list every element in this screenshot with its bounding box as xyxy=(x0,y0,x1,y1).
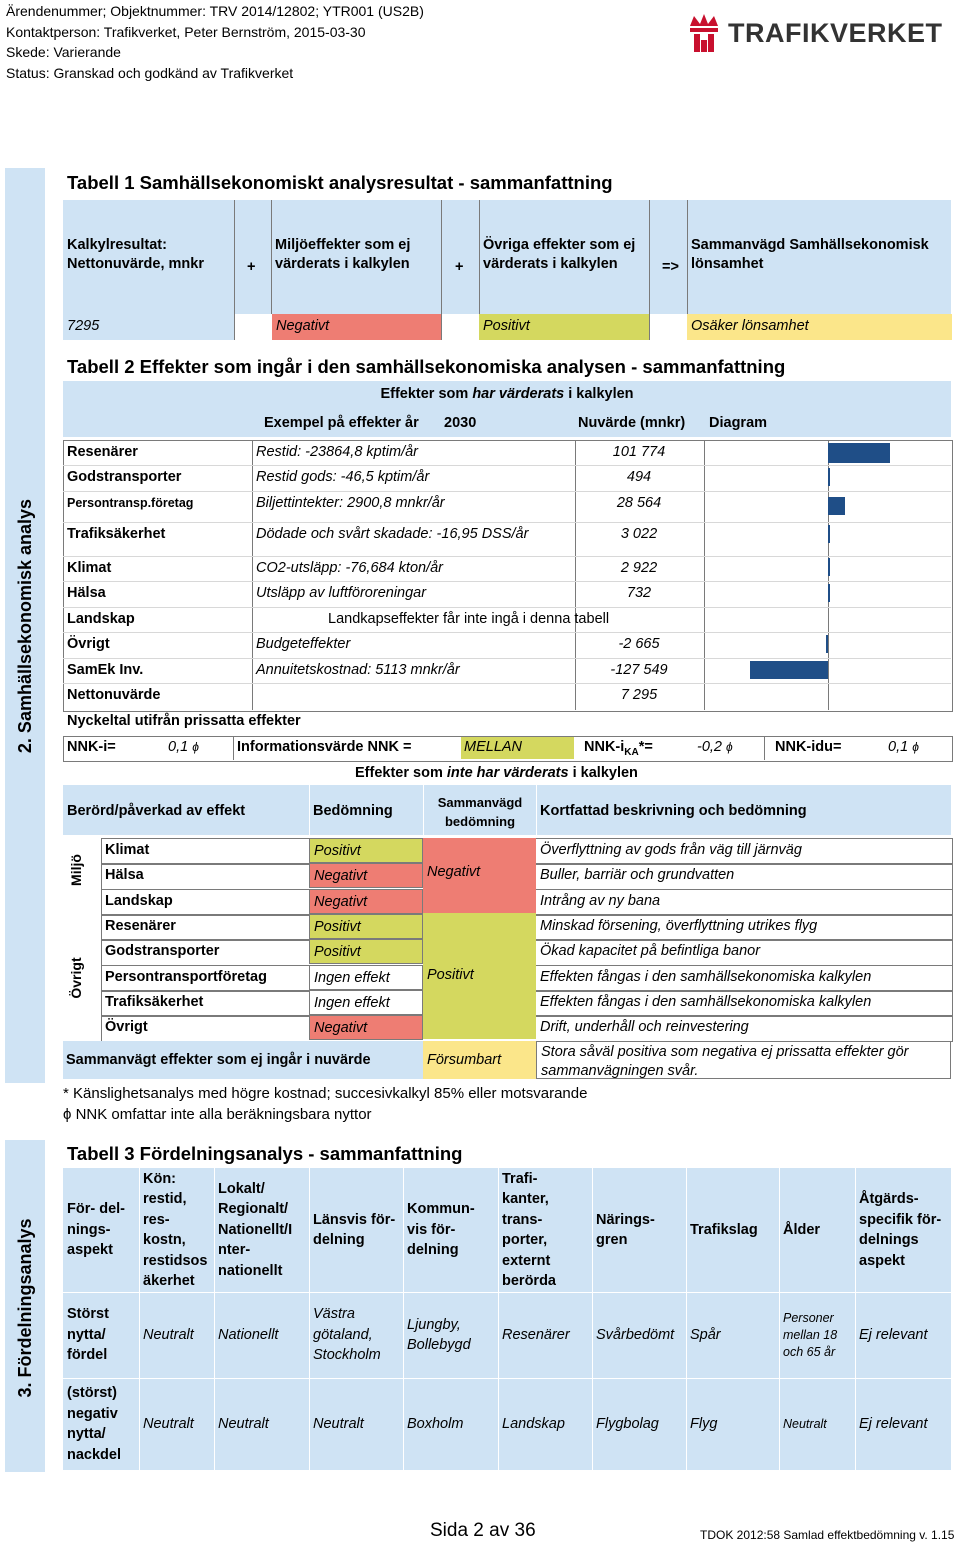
npv-diagram xyxy=(705,440,950,685)
weighted-ovrigt: Positivt xyxy=(423,913,536,1039)
npv-bar-3 xyxy=(828,525,830,543)
summary-description: Stora såväl positiva som negativa ej prissatta effekter gör sammanvägningen svår. xyxy=(536,1041,951,1079)
effect-value-5: 732 xyxy=(626,585,652,601)
nv-description-6: Effekten fångas i den samhällsekonomiska kalkylen xyxy=(540,994,872,1010)
npv-bar-1 xyxy=(828,468,830,486)
effect-label-4: Klimat xyxy=(67,560,112,576)
effect-value-4: 2 922 xyxy=(620,560,658,576)
effect-example-2: Biljettintekter: 2900,8 mnkr/år xyxy=(256,495,445,511)
nv-label-3: Resenärer xyxy=(105,918,176,934)
effect-value-1: 494 xyxy=(626,469,652,485)
t3-cell-r2-c7: Spår xyxy=(690,1326,721,1343)
nnk-ika-value: -0,2 ϕ xyxy=(697,739,733,755)
nnk-ika-label: NNK-$i_{KA}*=$ xyxy=(584,739,653,758)
not-valued-header: Effekter som inte har värderats i kalkylen xyxy=(355,765,638,781)
t3-cell-r1-c5: Trafi- kanter, trans- porter, externt berörda xyxy=(502,1170,556,1289)
t3-vline-2 xyxy=(309,1168,310,1470)
npv-bar-7 xyxy=(826,635,828,653)
t3-cell-r2-c5: Resenärer xyxy=(502,1326,570,1343)
nv-description-7: Drift, underhåll och reinvestering xyxy=(540,1019,749,1035)
group-miljo: Miljö xyxy=(68,854,84,886)
effect-label-2: Persontransp.företag xyxy=(67,496,194,510)
nv-assessment-1: Negativt xyxy=(309,863,423,888)
t3-cell-r3-c0: (störst) negativ nytta/ nackdel xyxy=(67,1385,121,1463)
nv-assessment-6: Ingen effekt xyxy=(309,990,423,1015)
table1-plus-1: + xyxy=(247,259,256,275)
effect-label-8: SamEk Inv. xyxy=(67,662,144,678)
t3-vline-3 xyxy=(403,1168,404,1470)
t3-cell-r2-c0: Störst nytta/ fördel xyxy=(67,1306,109,1364)
effect-example-6: Landkapseffekter får inte ingå i denna tabell xyxy=(328,611,610,627)
table1-title: Tabell 1 Samhällsekonomiskt analysresultat - sammanfattning xyxy=(67,172,613,193)
section-3-label: 3. Fördelningsanalys xyxy=(15,1218,35,1398)
stage-line: Skede: Varierande xyxy=(6,44,121,60)
t3-cell-r2-c3: Västra götaland, Stockholm xyxy=(313,1306,381,1364)
document-metadata xyxy=(6,1,424,83)
table2-valued-header xyxy=(63,381,951,409)
weighted-miljo: Negativt xyxy=(423,838,536,913)
t3-cell-r3-c9: Ej relevant xyxy=(859,1415,928,1432)
effect-label-0: Resenärer xyxy=(67,444,138,460)
document-reference: TDOK 2012:58 Samlad effektbedömning v. 1.15 xyxy=(700,1528,955,1542)
t3-cell-r3-c8: Neutralt xyxy=(783,1416,827,1431)
nv-description-1: Buller, barriär och grundvatten xyxy=(540,867,735,883)
t3-cell-r2-c6: Svårbedömt xyxy=(596,1326,675,1343)
nv-label-4: Godstransporter xyxy=(105,943,220,959)
t3-vline-5 xyxy=(592,1168,593,1470)
group-ovrigt: Övrigt xyxy=(68,957,84,999)
nv-description-2: Intrång av ny bana xyxy=(540,893,661,909)
npv-bar-4 xyxy=(828,558,830,576)
t3-cell-r1-c2: Lokalt/ Regionalt/ Nationellt/I nter- nationellt xyxy=(218,1180,293,1279)
nv-label-1: Hälsa xyxy=(105,867,144,883)
table1-profitability-value: Osäker lönsamhet xyxy=(687,314,952,340)
valued-header-pre: Effekter som xyxy=(380,386,473,402)
table1-env-value: Negativt xyxy=(272,314,441,340)
effect-label-5: Hälsa xyxy=(67,585,106,601)
t3-cell-r2-c8: Personer mellan 18 och 65 år xyxy=(783,1310,838,1359)
effect-label-3: Trafiksäkerhet xyxy=(67,526,166,542)
effect-example-1: Restid gods: -46,5 kptim/år xyxy=(256,469,430,485)
table1-npv-value: 7295 xyxy=(63,314,234,340)
valued-header-em: har värderats xyxy=(472,386,565,402)
nv-label-2: Landskap xyxy=(105,893,173,909)
nv-assessment-0: Positivt xyxy=(309,838,423,863)
nv-assessment-5: Ingen effekt xyxy=(309,965,423,990)
valued-header-post: i kalkylen xyxy=(564,386,634,402)
col-year-header: 2030 xyxy=(444,415,477,431)
effect-example-0: Restid: -23864,8 kptim/år xyxy=(256,444,418,460)
sidebar-section-3 xyxy=(5,1140,45,1472)
t3-cell-r2-c9: Ej relevant xyxy=(859,1326,928,1343)
nv-label-7: Övrigt xyxy=(105,1019,148,1035)
contact-line: Kontaktperson: Trafikverket, Peter Bernström, 2015-03-30 xyxy=(6,23,366,40)
t3-cell-r2-c2: Nationellt xyxy=(218,1326,279,1343)
distribution-table xyxy=(63,1168,951,1470)
t3-cell-r1-c3: Länsvis för- delning xyxy=(313,1211,396,1248)
summary-value: Försumbart xyxy=(423,1041,536,1079)
info-value: MELLAN xyxy=(461,737,574,759)
col-assessment: Bedömning xyxy=(313,803,393,819)
logo-wordmark: TRAFIKVERKET xyxy=(728,18,943,48)
effect-value-2: 28 564 xyxy=(616,495,662,511)
effect-example-7: Budgeteffekter xyxy=(256,636,351,652)
npv-bar-0 xyxy=(828,443,890,463)
col-affected: Berörd/påverkad av effekt xyxy=(67,803,246,819)
t3-cell-r1-c0: För- del- nings- aspekt xyxy=(67,1201,125,1259)
table3-title: Tabell 3 Fördelningsanalys - sammanfattning xyxy=(67,1143,463,1164)
t3-cell-r3-c7: Flyg xyxy=(690,1415,718,1432)
t3-vline-6 xyxy=(686,1168,687,1470)
nv-assessment-7: Negativt xyxy=(309,1015,423,1040)
effect-value-8: -127 549 xyxy=(610,662,668,678)
nnk-idu-label: NNK-idu= xyxy=(775,739,842,755)
t3-cell-r3-c5: Landskap xyxy=(502,1415,565,1432)
page-number: Sida 2 av 36 xyxy=(430,1520,536,1541)
table1-arrow: => xyxy=(662,259,679,275)
t3-vline-0 xyxy=(139,1168,140,1470)
footnote-sensitivity: * Känslighetsanalys med högre kostnad; succesivkalkyl 85% eller motsvarande xyxy=(63,1085,588,1102)
npv-bar-2 xyxy=(828,497,845,515)
nnk-i-value: 0,1 ϕ xyxy=(168,739,199,755)
effect-label-1: Godstransporter xyxy=(67,469,182,485)
table2-column-header-bg xyxy=(63,409,951,437)
nnk-idu-value: 0,1 ϕ xyxy=(888,739,919,755)
nv-assessment-3: Positivt xyxy=(309,914,423,939)
nv-description-5: Effekten fångas i den samhällsekonomiska kalkylen xyxy=(540,969,872,985)
effect-value-7: -2 665 xyxy=(618,636,660,652)
nv-label-6: Trafiksäkerhet xyxy=(105,994,204,1010)
nv-label-0: Klimat xyxy=(105,842,150,858)
info-label: Informationsvärde NNK = xyxy=(237,739,412,755)
t3-cell-r3-c3: Neutralt xyxy=(313,1415,364,1432)
table1-plus-2: + xyxy=(455,259,464,275)
col-example-header: Exempel på effekter år xyxy=(264,415,419,431)
table1-col-sammanvagd: Sammanvägd Samhällsekonomisk lönsamhet xyxy=(691,237,929,272)
t3-vline-7 xyxy=(779,1168,780,1470)
nyckeltal-title: Nyckeltal utifrån prissatta effekter xyxy=(67,713,301,729)
t3-cell-r1-c7: Trafikslag xyxy=(690,1221,758,1238)
nv-assessment-4: Positivt xyxy=(309,939,423,964)
col-diagram-header: Diagram xyxy=(709,415,768,431)
t3-vline-1 xyxy=(214,1168,215,1470)
crown-icon xyxy=(684,12,724,54)
effect-example-8: Annuitetskostnad: 5113 mnkr/år xyxy=(256,662,460,678)
table1-col-miljoeffekter: Miljöeffekter som ej värderats i kalkylen xyxy=(275,237,411,272)
t3-cell-r1-c6: Närings- gren xyxy=(596,1211,655,1248)
nv-description-4: Ökad kapacitet på befintliga banor xyxy=(540,943,761,959)
effect-label-9: Nettonuvärde xyxy=(67,687,161,703)
t3-cell-r3-c6: Flygbolag xyxy=(596,1415,659,1432)
npv-bar-5 xyxy=(828,584,830,602)
table1-col-kalkylresultat: Kalkylresultat: Nettonuvärde, mnkr xyxy=(67,237,204,272)
nv-assessment-2: Negativt xyxy=(309,889,423,914)
case-number-line: Ärendenummer; Objektnummer: TRV 2014/12802; YTR001 (US2B) xyxy=(6,3,424,19)
t3-cell-r1-c4: Kommun- vis för- delning xyxy=(407,1201,475,1259)
t3-cell-r1-c8: Ålder xyxy=(783,1221,821,1238)
nv-description-3: Minskad försening, överflyttning utrikes flyg xyxy=(540,918,818,934)
trafikverket-logo xyxy=(684,12,950,56)
section-2-label: 2. Samhällsekonomisk analys xyxy=(15,498,35,754)
t3-cell-r3-c1: Neutralt xyxy=(143,1415,194,1432)
col-weighted: Sammanvägd bedömning xyxy=(437,795,523,829)
effect-example-5: Utsläpp av luftföroreningar xyxy=(256,585,427,601)
table2-title: Tabell 2 Effekter som ingår i den samhällsekonomiska analysen - sammanfattning xyxy=(67,356,786,377)
t3-cell-r3-c4: Boxholm xyxy=(407,1415,464,1432)
t3-cell-r3-c2: Neutralt xyxy=(218,1415,269,1432)
effect-example-4: CO2-utsläpp: -76,684 kton/år xyxy=(256,560,443,576)
effect-value-9: 7 295 xyxy=(620,687,658,703)
summary-label: Sammanvägt effekter som ej ingår i nuvärde xyxy=(63,1041,423,1079)
sidebar-section-2 xyxy=(5,168,45,1083)
t3-cell-r1-c1: Kön: restid, res- kostn, restidsos äkerhet xyxy=(143,1170,208,1289)
effect-label-7: Övrigt xyxy=(67,636,110,652)
t3-vline-4 xyxy=(498,1168,499,1470)
nnk-i-label: NNK-i= xyxy=(67,739,116,755)
table1-other-value: Positivt xyxy=(479,314,649,340)
t3-cell-r2-c4: Ljungby, Bollebygd xyxy=(407,1316,471,1353)
col-npv-header: Nuvärde (mnkr) xyxy=(578,415,686,431)
nv-label-5: Persontransportföretag xyxy=(105,969,267,985)
t3-vline-8 xyxy=(855,1168,856,1470)
footnote-nnk: ϕ NNK omfattar inte alla beräkningsbara nyttor xyxy=(63,1106,372,1123)
col-description: Kortfattad beskrivning och bedömning xyxy=(540,803,807,819)
npv-bar-8 xyxy=(750,661,828,679)
effect-example-3: Dödade och svårt skadade: -16,95 DSS/år xyxy=(256,526,529,542)
status-line: Status: Granskad och godkänd av Trafikverket xyxy=(6,64,294,81)
t3-cell-r1-c9: Åtgärds- specifik för- delnings aspekt xyxy=(859,1191,942,1269)
nv-description-0: Överflyttning av gods från väg till järnväg xyxy=(540,842,802,858)
table1-col-ovriga: Övriga effekter som ej värderats i kalkylen xyxy=(483,237,636,272)
effect-value-0: 101 774 xyxy=(612,444,666,460)
effect-label-6: Landskap xyxy=(67,611,135,627)
effect-value-3: 3 022 xyxy=(620,526,658,542)
t3-cell-r2-c1: Neutralt xyxy=(143,1326,194,1343)
